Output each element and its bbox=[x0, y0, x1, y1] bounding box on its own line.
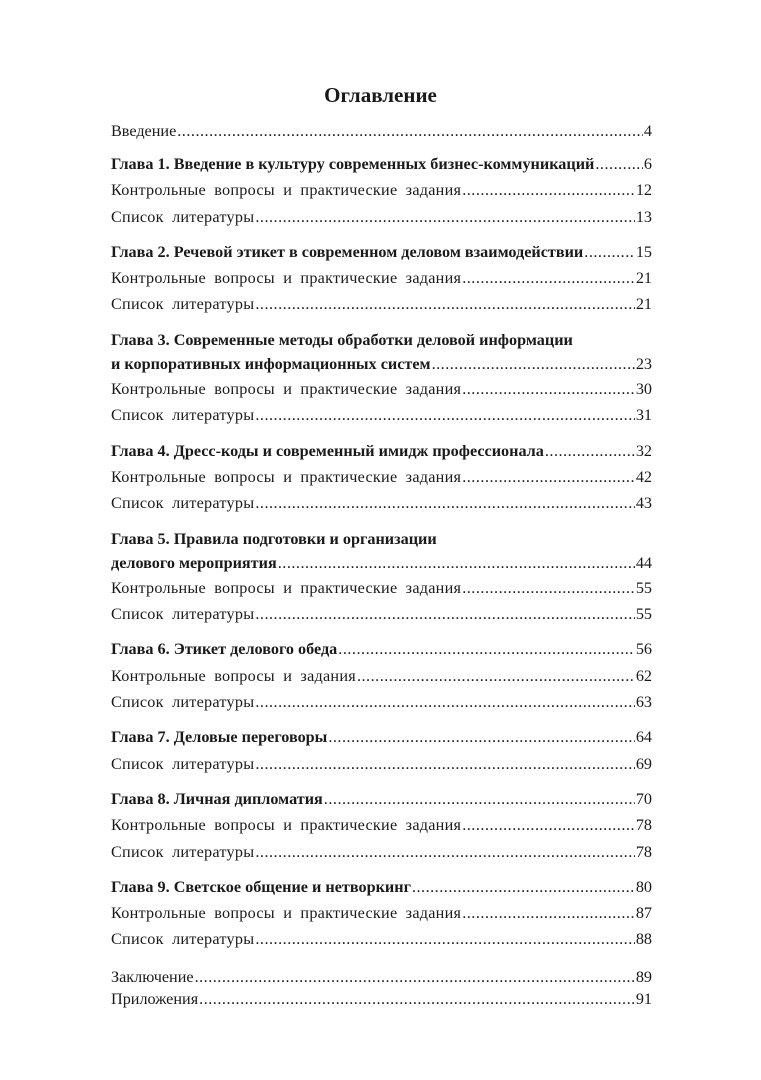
page-number: 78 bbox=[635, 842, 652, 861]
page-number: 87 bbox=[635, 904, 652, 923]
chapter-group bbox=[111, 151, 652, 230]
page-title: Оглавление bbox=[324, 83, 437, 107]
page-number: 4 bbox=[643, 122, 652, 140]
dot-leader bbox=[462, 812, 635, 838]
chapter-group bbox=[111, 327, 652, 429]
toc-entry-subsection-label: Список литературы bbox=[111, 406, 255, 425]
toc-entry-subsection-label: Список литературы bbox=[111, 842, 255, 861]
toc-entry-chapter[interactable] bbox=[111, 239, 652, 265]
page-number: 88 bbox=[635, 930, 652, 949]
toc-entry-subsection-label: Список литературы bbox=[111, 605, 255, 624]
toc-entry-chapter-label: и корпоративных информационных систем bbox=[111, 355, 431, 374]
toc-entry-subsection[interactable] bbox=[111, 265, 652, 291]
page-number: 15 bbox=[635, 242, 652, 261]
toc-entry-subsection-label: Контрольные вопросы и практические задания bbox=[111, 181, 462, 200]
dot-leader bbox=[324, 786, 635, 812]
toc-entry-subsection[interactable] bbox=[111, 839, 652, 865]
toc-entry-end[interactable] bbox=[111, 966, 652, 988]
dot-leader bbox=[255, 839, 634, 865]
toc-entry-subsection-label: Контрольные вопросы и практические задания bbox=[111, 467, 462, 486]
toc-entry-subsection[interactable] bbox=[111, 751, 652, 777]
toc-entry-chapter-label: Глава 8. Личная дипломатия bbox=[111, 789, 323, 808]
dot-leader bbox=[255, 751, 634, 777]
page-number: 56 bbox=[635, 640, 652, 659]
page-number: 55 bbox=[635, 578, 652, 597]
toc-entry-chapter[interactable] bbox=[111, 353, 652, 376]
toc-entry-subsection-label: Список литературы bbox=[111, 207, 255, 226]
toc-entry-subsection[interactable] bbox=[111, 575, 652, 601]
dot-leader bbox=[255, 490, 634, 516]
toc-entry-subsection[interactable] bbox=[111, 601, 652, 627]
page-number: 64 bbox=[635, 728, 652, 747]
toc-entry-subsection-label: Контрольные вопросы и задания bbox=[111, 666, 356, 685]
toc-entry-chapter[interactable] bbox=[111, 636, 652, 662]
page-number: 43 bbox=[635, 494, 652, 513]
dot-leader bbox=[432, 353, 635, 376]
toc-entry-intro[interactable] bbox=[111, 120, 652, 142]
toc-entry-subsection-label: Контрольные вопросы и практические задания bbox=[111, 269, 462, 288]
dot-leader bbox=[255, 402, 634, 428]
dot-leader bbox=[462, 900, 635, 926]
dot-leader bbox=[255, 601, 634, 627]
page-number: 42 bbox=[635, 467, 652, 486]
page-number: 80 bbox=[635, 877, 652, 896]
toc-entry-subsection[interactable] bbox=[111, 177, 652, 203]
dot-leader bbox=[338, 636, 635, 662]
chapter-group bbox=[111, 786, 652, 865]
page-number: 91 bbox=[635, 989, 652, 1008]
toc-entry-subsection[interactable] bbox=[111, 490, 652, 516]
page-number: 70 bbox=[635, 789, 652, 808]
page-number: 63 bbox=[635, 693, 652, 712]
toc-entry-subsection[interactable] bbox=[111, 663, 652, 689]
toc-entry-subsection[interactable] bbox=[111, 204, 652, 230]
dot-leader bbox=[462, 177, 635, 203]
page-number: 30 bbox=[635, 380, 652, 399]
dot-leader bbox=[462, 265, 635, 291]
dot-leader bbox=[195, 966, 635, 988]
toc-entry-subsection-label: Список литературы bbox=[111, 295, 255, 314]
page-number: 6 bbox=[643, 155, 652, 173]
dot-leader bbox=[545, 438, 635, 464]
dot-leader bbox=[595, 151, 643, 177]
toc-entry-subsection[interactable] bbox=[111, 464, 652, 490]
page-number: 21 bbox=[635, 269, 652, 288]
page-number: 55 bbox=[635, 605, 652, 624]
chapter-group bbox=[111, 526, 652, 628]
toc-entry-subsection-label: Список литературы bbox=[111, 494, 255, 513]
toc-entry-subsection[interactable] bbox=[111, 812, 652, 838]
dot-leader bbox=[255, 689, 634, 715]
toc-entry-subsection[interactable] bbox=[111, 900, 652, 926]
chapter-title-line[interactable]: Глава 3. Современные методы обработки деловой информации bbox=[111, 330, 573, 349]
dot-leader bbox=[278, 552, 635, 575]
chapter-group bbox=[111, 239, 652, 318]
toc-entry-subsection[interactable] bbox=[111, 926, 652, 952]
page-number: 69 bbox=[635, 754, 652, 773]
toc-entry-chapter-label: Глава 4. Дресс-коды и современный имидж профессионала bbox=[111, 441, 544, 460]
toc-entry-subsection[interactable] bbox=[111, 376, 652, 402]
dot-leader bbox=[328, 724, 634, 750]
toc-entry-chapter-label: Глава 6. Этикет делового обеда bbox=[111, 640, 338, 659]
toc-entry-chapter[interactable] bbox=[111, 724, 652, 750]
toc-entry-subsection-label: Контрольные вопросы и практические задания bbox=[111, 380, 462, 399]
toc-entry-chapter[interactable] bbox=[111, 151, 652, 177]
toc-entry-subsection[interactable] bbox=[111, 402, 652, 428]
dot-leader bbox=[255, 204, 634, 230]
dot-leader bbox=[412, 874, 635, 900]
dot-leader bbox=[255, 926, 634, 952]
page-number: 21 bbox=[635, 295, 652, 314]
dot-leader bbox=[462, 464, 635, 490]
dot-leader bbox=[462, 376, 635, 402]
dot-leader bbox=[177, 120, 643, 142]
toc-entry-chapter-label: Глава 2. Речевой этикет в современном деловом взаимодействии bbox=[111, 242, 584, 261]
page-number: 89 bbox=[635, 967, 652, 986]
toc-entry-chapter[interactable] bbox=[111, 438, 652, 464]
page-number: 78 bbox=[635, 816, 652, 835]
chapter-title-line[interactable]: Глава 5. Правила подготовки и организации bbox=[111, 529, 437, 548]
toc-entry-end-label: Заключение bbox=[111, 967, 194, 986]
dot-leader bbox=[584, 239, 635, 265]
page-number: 31 bbox=[635, 406, 652, 425]
dot-leader bbox=[199, 988, 635, 1010]
chapter-group bbox=[111, 438, 652, 517]
chapter-group bbox=[111, 724, 652, 777]
page-number: 23 bbox=[635, 355, 652, 374]
page-number: 32 bbox=[635, 441, 652, 460]
toc-entry-subsection-label: Контрольные вопросы и практические задания bbox=[111, 816, 462, 835]
toc-entry-chapter[interactable] bbox=[111, 874, 652, 900]
chapter-group bbox=[111, 636, 652, 715]
toc-entry-subsection[interactable] bbox=[111, 689, 652, 715]
toc-entry-chapter-label: Глава 9. Светское общение и нетворкинг bbox=[111, 877, 411, 896]
toc-entry-subsection-label: Список литературы bbox=[111, 693, 255, 712]
toc-entry-subsection-label: Список литературы bbox=[111, 754, 255, 773]
dot-leader bbox=[357, 663, 635, 689]
toc-entry-chapter-label: Глава 1. Введение в культуру современных бизнес-коммуникаций bbox=[111, 155, 595, 173]
page-number: 12 bbox=[635, 181, 652, 200]
toc-entry-subsection-label: Контрольные вопросы и практические задания bbox=[111, 578, 462, 597]
toc-entry-end-label: Приложения bbox=[111, 989, 199, 1008]
toc-entry-chapter[interactable] bbox=[111, 786, 652, 812]
page-number: 44 bbox=[635, 553, 652, 572]
table-of-contents bbox=[111, 120, 652, 1010]
page-number: 13 bbox=[635, 207, 652, 226]
page-number: 62 bbox=[635, 666, 652, 685]
toc-entry-subsection-label: Список литературы bbox=[111, 930, 255, 949]
toc-entry-subsection-label: Контрольные вопросы и практические задания bbox=[111, 904, 462, 923]
toc-entry-chapter[interactable] bbox=[111, 552, 652, 575]
dot-leader bbox=[255, 291, 634, 317]
chapter-group bbox=[111, 874, 652, 953]
dot-leader bbox=[462, 575, 635, 601]
toc-entry-intro-label: Введение bbox=[111, 122, 177, 140]
toc-entry-chapter-label: Глава 7. Деловые переговоры bbox=[111, 728, 328, 747]
toc-entry-subsection[interactable] bbox=[111, 291, 652, 317]
toc-entry-end[interactable] bbox=[111, 988, 652, 1010]
toc-entry-chapter-label: делового мероприятия bbox=[111, 553, 277, 572]
